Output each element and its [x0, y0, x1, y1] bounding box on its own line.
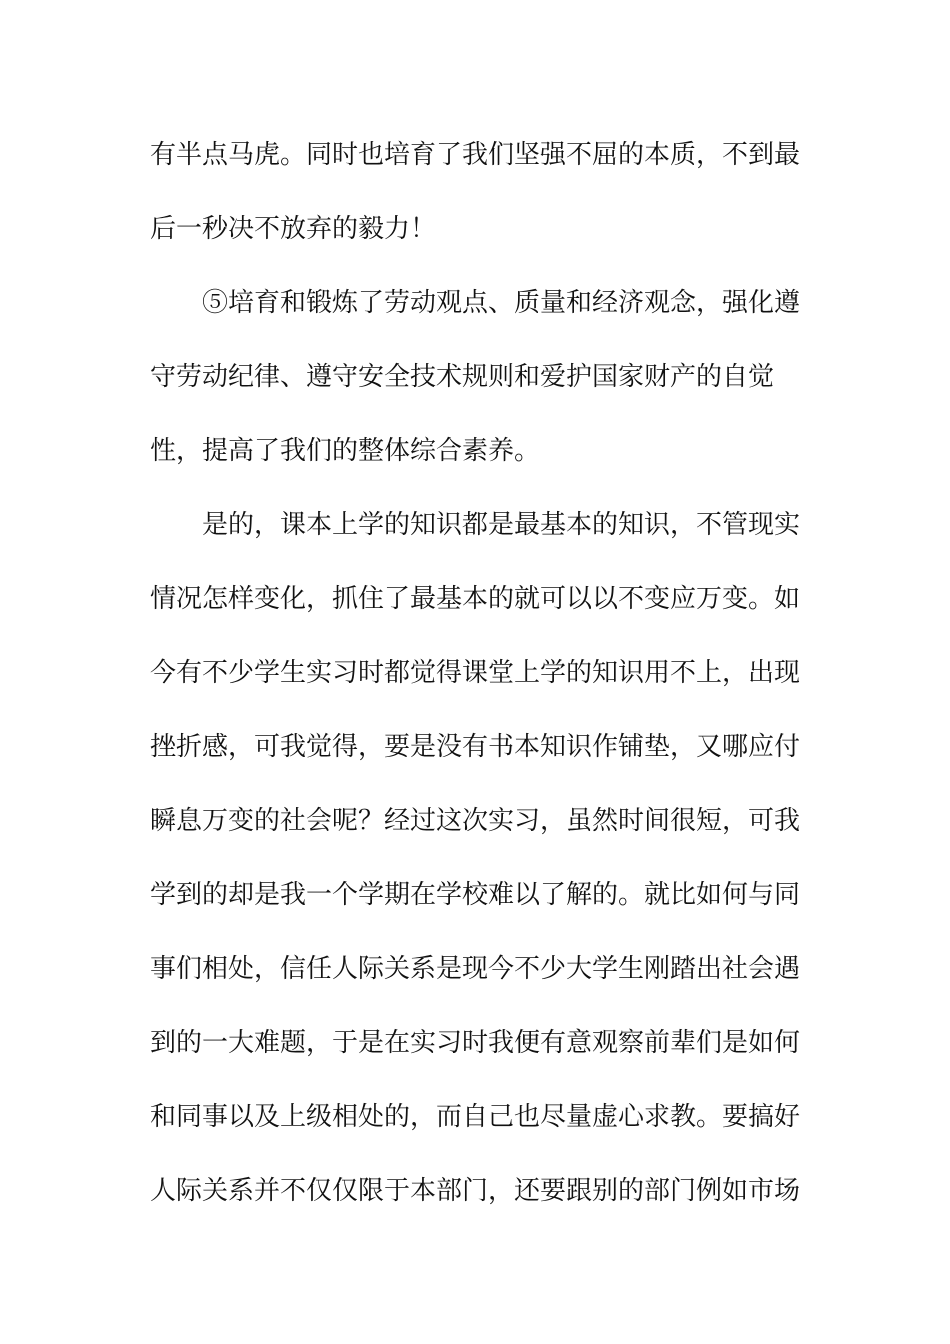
text-line-13: 到的一大难题，于是在实习时我便有意观察前辈们是如何: [150, 1028, 801, 1058]
text-line-15: 人际关系并不仅仅限于本部门，还要跟别的部门例如市场: [150, 1176, 801, 1206]
text-line-12: 事们相处，信任人际关系是现今不少大学生刚踏出社会遇: [150, 954, 801, 984]
text-line-2: 后一秒决不放弃的毅力！: [150, 214, 437, 244]
text-line-9: 挫折感，可我觉得，要是没有书本知识作铺垫，又哪应付: [150, 732, 801, 762]
body-text: [150, 126, 800, 1236]
text-line-14: 和同事以及上级相处的，而自己也尽量虚心求教。要搞好: [150, 1102, 801, 1132]
text-line-7: 情况怎样变化，抓住了最基本的就可以以不变应万变。如: [150, 584, 801, 614]
text-line-1: 有半点马虎。同时也培育了我们坚强不屈的本质，不到最: [150, 140, 801, 170]
text-line-10: 瞬息万变的社会呢？经过这次实习，虽然时间很短，可我: [150, 806, 801, 836]
text-line-8: 今有不少学生实习时都觉得课堂上学的知识用不上，出现: [150, 658, 801, 688]
text-line-5: 性，提高了我们的整体综合素养。: [150, 436, 541, 466]
text-line-4: 守劳动纪律、遵守安全技术规则和爱护国家财产的自觉: [150, 362, 775, 392]
text-line-3: ⑤培育和锻炼了劳动观点、质量和经济观念，强化遵: [202, 288, 801, 318]
text-line-11: 学到的却是我一个学期在学校难以了解的。就比如何与同: [150, 880, 801, 910]
text-line-6: 是的，课本上学的知识都是最基本的知识，不管现实: [202, 510, 801, 540]
